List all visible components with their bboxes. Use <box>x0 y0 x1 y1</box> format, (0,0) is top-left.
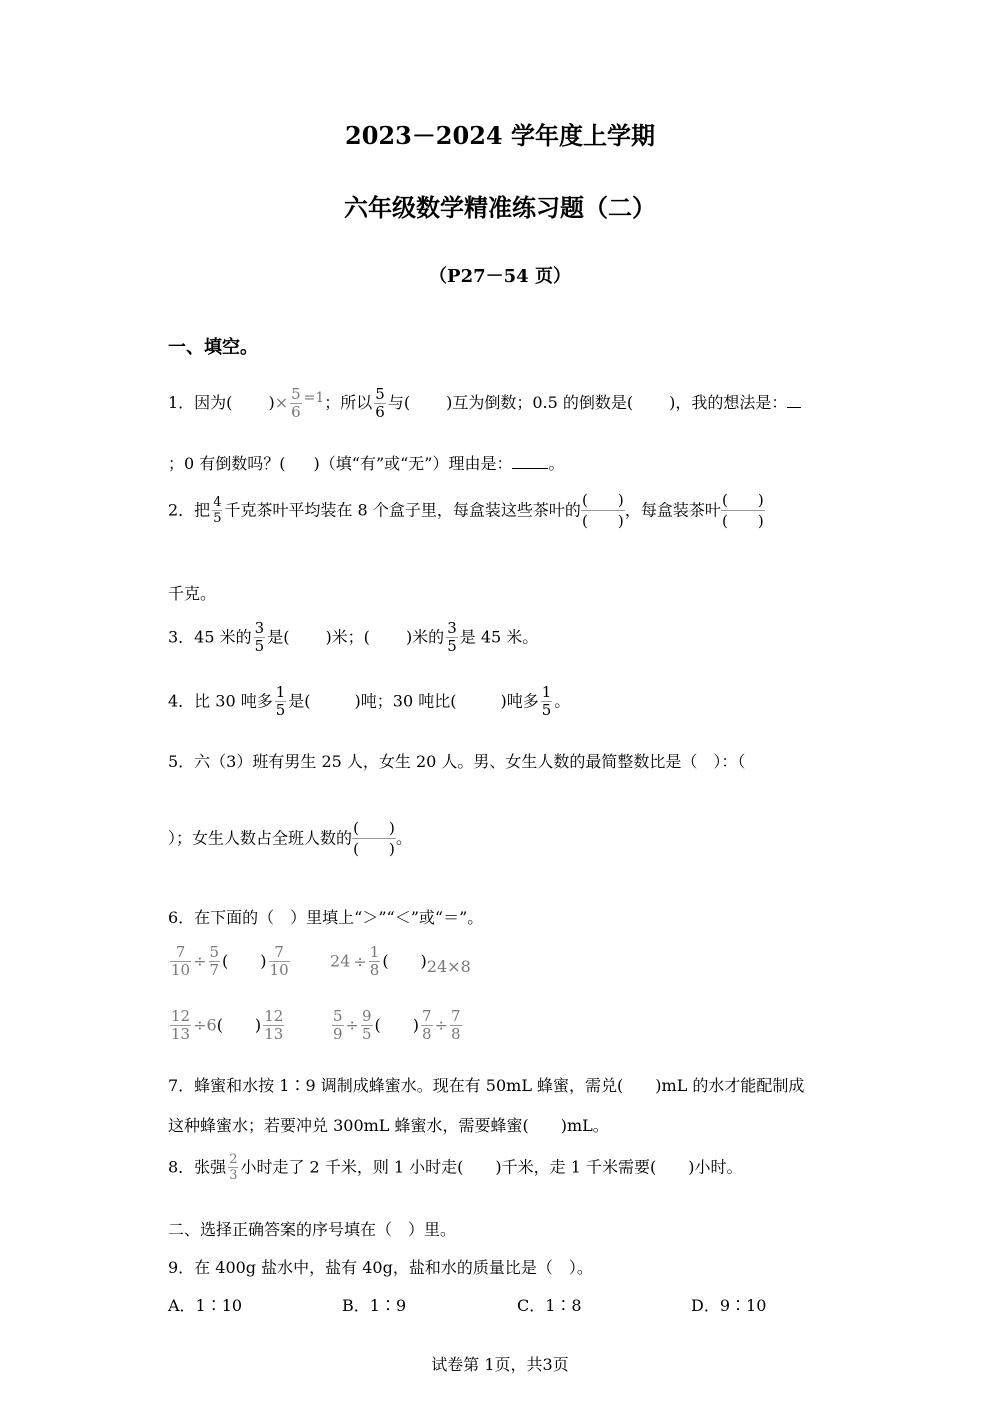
exam-page-range: （P27－54 页） <box>429 266 571 287</box>
q1-text-h: )（填“有”或“无”）理由是： <box>313 454 513 473</box>
q6-r2b-frac-3: $\frac{7}{8}$ <box>422 1007 432 1043</box>
q8-fraction-2-3: $\frac{2}{3}$ <box>229 1152 238 1183</box>
q6-r1a-divide: ÷ <box>193 951 207 971</box>
q1-fraction-5-6-b: $\frac{5}{6}$ <box>375 385 385 421</box>
q6-r2a-divide: ÷6 <box>193 1015 217 1035</box>
q4-text-e: 。 <box>554 691 571 711</box>
q1-text-a: 1．因为( <box>168 393 233 412</box>
q6-row2-left <box>168 1008 286 1043</box>
q1-text-f: )，我的想法是： <box>669 393 788 412</box>
q5-blank-fraction: $\frac{( )}{( )}$ <box>353 819 395 858</box>
q6-r2b-frac-1: $\frac{5}{9}$ <box>333 1007 343 1043</box>
question-3 <box>168 620 538 655</box>
q6-r1b-frac-1: $\frac{1}{8}$ <box>369 943 380 979</box>
q1-text-i: 。 <box>548 454 565 473</box>
q3-fraction-3-5-b: $\frac{3}{5}$ <box>447 619 457 655</box>
q2-text-c: ，每盒装茶叶 <box>624 500 721 520</box>
q6-r1b-answer-paren: ( ) <box>382 951 427 971</box>
q9-option-a[interactable]: A．1∶10 <box>168 1296 243 1315</box>
question-1-line-1 <box>168 386 801 421</box>
q3-text-b: 是( <box>267 627 290 647</box>
question-9-prompt: 9．在 400g 盐水中，盐有 40g，盐和水的质量比是（ ）。 <box>168 1258 593 1277</box>
section-heading-fill-in: 一、填空。 <box>168 337 258 358</box>
q1-text-b: ) <box>268 393 275 412</box>
exam-title: 六年级数学精准练习题（二） <box>344 193 656 222</box>
q3-text-d: )米的 <box>405 627 445 647</box>
q2-blank-fraction-1: $\frac{( )}{( )}$ <box>581 491 624 530</box>
section-heading-multiple-choice: 二、选择正确答案的序号填在（ ）里。 <box>168 1220 457 1239</box>
question-8 <box>168 1152 743 1183</box>
q2-text-b: 千克茶叶平均装在 8 个盒子里，每盒装这些茶叶的 <box>224 500 581 520</box>
q6-r2b-answer-paren: ( ) <box>374 1015 419 1035</box>
q6-r1a-frac-1: $\frac{7}{10}$ <box>171 943 191 979</box>
q2-text-a: 2．把 <box>168 500 211 520</box>
q4-fraction-1-5-b: $\frac{1}{5}$ <box>541 683 552 719</box>
q4-text-a: 4．比 30 吨多 <box>168 691 273 711</box>
exam-year-title: 2023－2024 学年度上学期 <box>345 121 655 150</box>
q6-r2b-frac-2: $\frac{9}{5}$ <box>361 1007 372 1043</box>
q6-r1a-answer-paren: ( ) <box>222 951 267 971</box>
question-5-line-1: 5．六（3）班有男生 25 人，女生 20 人。男、女生人数的最简整数比是（ ）：（ <box>168 752 746 771</box>
q9-option-b[interactable]: B．1∶9 <box>342 1296 407 1315</box>
q1-text-c: ；所以 <box>324 393 373 412</box>
q4-text-d: )吨多 <box>500 691 539 711</box>
q6-row2-right <box>330 1008 464 1043</box>
question-5-line-2 <box>168 818 412 859</box>
q6-r2a-frac-1: $\frac{12}{13}$ <box>171 1007 191 1043</box>
q9-option-d[interactable]: D．9∶10 <box>691 1296 767 1315</box>
q6-r1a-frac-2: $\frac{5}{7}$ <box>209 943 220 979</box>
q6-row1-right <box>330 944 471 979</box>
q2-blank-fraction-2: $\frac{( )}{( )}$ <box>721 491 764 530</box>
q1-answer-line-2 <box>512 454 548 469</box>
q4-fraction-1-5: $\frac{1}{5}$ <box>275 683 286 719</box>
q6-r1b-divide: ÷ <box>353 951 367 971</box>
q4-text-c: )吨；30 吨比( <box>354 691 457 711</box>
question-7-line-1: 7．蜂蜜和水按 1∶9 调制成蜂蜜水。现在有 50mL 蜂蜜，需兑( )mL 的水才能配制成 <box>168 1076 805 1095</box>
question-4 <box>168 684 570 719</box>
q1-answer-line-1 <box>787 393 801 408</box>
page-footer: 试卷第 1页，共3页 <box>431 1355 569 1374</box>
q6-r2b-divide-2: ÷ <box>434 1015 448 1035</box>
q6-r2a-answer-paren: ( ) <box>216 1015 262 1035</box>
q1-times-sign: × <box>274 393 289 412</box>
question-2-line-2: 千克。 <box>168 584 217 603</box>
question-6-prompt: 6．在下面的（ ）里填上“＞”“＜”或“＝”。 <box>168 908 484 927</box>
q6-r2b-frac-4: $\frac{7}{8}$ <box>450 1007 461 1043</box>
q5-text-b: ）；女生人数占全班人数的 <box>168 828 353 848</box>
q2-fraction-4-5: $\frac{4}{5}$ <box>213 495 222 526</box>
q3-text-a: 3．45 米的 <box>168 627 252 647</box>
q1-text-e: )互为倒数；0.5 的倒数是( <box>446 393 634 412</box>
question-1-line-2 <box>168 454 565 474</box>
q6-r1b-lead: 24 <box>330 951 351 971</box>
question-2-line-1 <box>168 490 765 531</box>
q6-r1b-tail: 24×8 <box>426 957 471 976</box>
q6-r1a-frac-3: $\frac{7}{10}$ <box>269 943 289 979</box>
question-7-line-2: 这种蜂蜜水；若要冲兑 300mL 蜂蜜水，需要蜂蜜( )mL。 <box>168 1116 609 1135</box>
q3-fraction-3-5: $\frac{3}{5}$ <box>254 619 265 655</box>
q1-text-g: ；0 有倒数吗？( <box>168 454 286 473</box>
q6-row1-left <box>168 944 292 979</box>
q9-option-c[interactable]: C．1∶8 <box>517 1296 582 1315</box>
q8-text-a: 8．张强 <box>168 1157 227 1177</box>
q5-text-c: 。 <box>396 828 413 848</box>
q1-fraction-5-6: $\frac{5}{6}$ <box>291 385 301 421</box>
q6-r2b-divide: ÷ <box>345 1015 359 1035</box>
q1-equals-one: =1 <box>303 390 325 406</box>
q1-text-d: 与( <box>387 393 411 412</box>
q4-text-b: 是( <box>288 691 311 711</box>
q3-text-c: )米；( <box>325 627 370 647</box>
q6-r2a-frac-2: $\frac{12}{13}$ <box>264 1007 284 1043</box>
q3-text-e: 是 45 米。 <box>459 627 539 647</box>
q8-text-b: 小时走了 2 千米，则 1 小时走( )千米，走 1 千米需要( )小时。 <box>240 1157 743 1177</box>
